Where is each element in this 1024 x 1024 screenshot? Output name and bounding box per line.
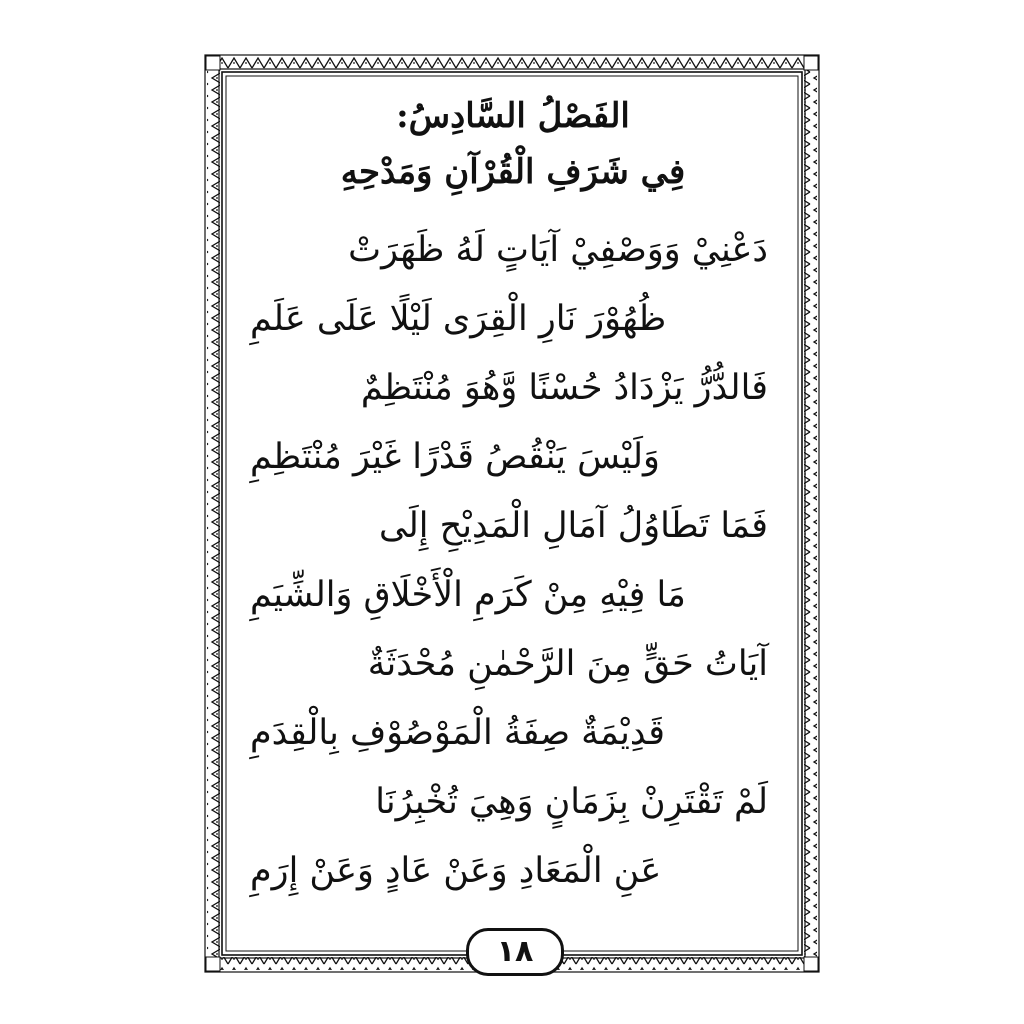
page-content xyxy=(228,80,798,940)
verse-2-first-hemistich: فَالدُّرُّ يَزْدَادُ حُسْنًا وَّهُوَ مُنْتَظِمٌ xyxy=(360,368,768,408)
verse-1-second-hemistich: ظُهُوْرَ نَارِ الْقِرَى لَيْلًا عَلَى عَلَمِ xyxy=(250,299,667,339)
chapter-subtitle: فِي شَرَفِ الْقُرْآنِ وَمَدْحِهِ xyxy=(340,152,686,192)
page-number: ١٨ xyxy=(466,928,564,976)
verse-1-first-hemistich: دَعْنِيْ وَوَصْفِيْ آيَاتٍ لَهُ ظَهَرَتْ xyxy=(348,230,768,270)
verse-3-first-hemistich: فَمَا تَطَاوُلُ آمَالِ الْمَدِيْحِ إِلَى xyxy=(378,506,768,546)
verse-4-first-hemistich: آيَاتُ حَقٍّ مِنَ الرَّحْمٰنِ مُحْدَثَةٌ xyxy=(367,644,768,684)
verse-5-second-hemistich: عَنِ الْمَعَادِ وَعَنْ عَادٍ وَعَنْ إِرَمِ xyxy=(250,851,662,891)
chapter-title: الفَصْلُ السَّادِسُ: xyxy=(396,96,630,136)
verse-4-second-hemistich: قَدِيْمَةٌ صِفَةُ الْمَوْصُوْفِ بِالْقِدَمِ xyxy=(250,713,666,753)
verse-5-first-hemistich: لَمْ تَقْتَرِنْ بِزَمَانٍ وَهِيَ تُخْبِرُنَا xyxy=(375,782,768,822)
verse-2-second-hemistich: وَلَيْسَ يَنْقُصُ قَدْرًا غَيْرَ مُنْتَظِمِ xyxy=(250,437,660,477)
poem-verses xyxy=(228,216,798,906)
verse-3-second-hemistich: مَا فِيْهِ مِنْ كَرَمِ الْأَخْلَاقِ وَالشِّيَمِ xyxy=(250,575,686,615)
